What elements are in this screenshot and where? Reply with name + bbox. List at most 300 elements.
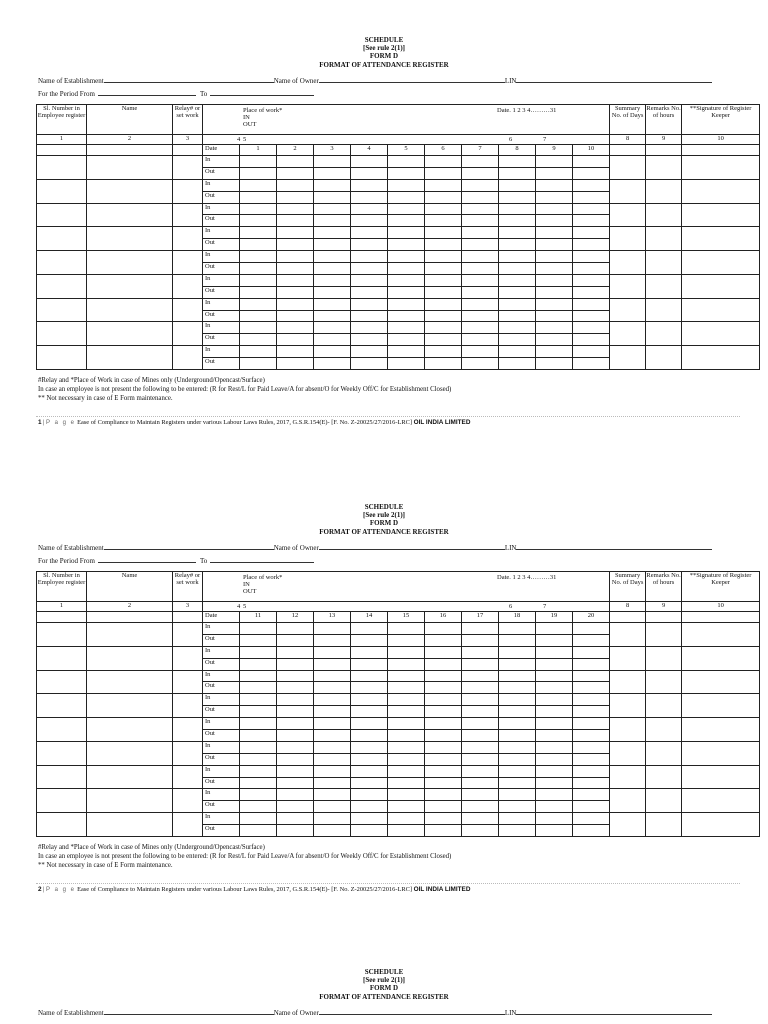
remarks-cell[interactable] <box>646 274 682 298</box>
attendance-cell[interactable] <box>462 741 499 753</box>
remarks-cell[interactable] <box>646 694 682 718</box>
attendance-cell[interactable] <box>499 634 536 646</box>
attendance-cell[interactable] <box>573 801 610 813</box>
attendance-cell[interactable] <box>277 346 314 358</box>
attendance-cell[interactable] <box>425 179 462 191</box>
attendance-cell[interactable] <box>499 251 536 263</box>
attendance-cell[interactable] <box>499 322 536 334</box>
attendance-cell[interactable] <box>536 322 573 334</box>
attendance-cell[interactable] <box>462 334 499 346</box>
summary-cell[interactable] <box>610 813 646 837</box>
attendance-cell[interactable] <box>351 358 388 370</box>
remarks-cell[interactable] <box>646 179 682 203</box>
attendance-cell[interactable] <box>277 167 314 179</box>
signature-cell[interactable] <box>682 813 760 837</box>
attendance-cell[interactable] <box>240 801 277 813</box>
name-cell[interactable] <box>87 670 173 694</box>
attendance-cell[interactable] <box>240 179 277 191</box>
attendance-cell[interactable] <box>240 646 277 658</box>
summary-cell[interactable] <box>610 251 646 275</box>
attendance-cell[interactable] <box>314 346 351 358</box>
attendance-cell[interactable] <box>536 298 573 310</box>
attendance-cell[interactable] <box>462 765 499 777</box>
summary-cell[interactable] <box>610 718 646 742</box>
attendance-cell[interactable] <box>388 239 425 251</box>
attendance-cell[interactable] <box>499 358 536 370</box>
attendance-cell[interactable] <box>536 682 573 694</box>
attendance-cell[interactable] <box>351 765 388 777</box>
attendance-cell[interactable] <box>499 167 536 179</box>
attendance-cell[interactable] <box>351 298 388 310</box>
attendance-cell[interactable] <box>388 753 425 765</box>
sl-cell[interactable] <box>37 718 87 742</box>
attendance-cell[interactable] <box>499 694 536 706</box>
attendance-cell[interactable] <box>536 179 573 191</box>
summary-cell[interactable] <box>610 694 646 718</box>
name-cell[interactable] <box>87 718 173 742</box>
attendance-cell[interactable] <box>240 191 277 203</box>
attendance-cell[interactable] <box>277 251 314 263</box>
attendance-cell[interactable] <box>277 741 314 753</box>
attendance-cell[interactable] <box>499 215 536 227</box>
attendance-cell[interactable] <box>573 813 610 825</box>
period-from-field[interactable] <box>98 556 196 563</box>
remarks-cell[interactable] <box>646 741 682 765</box>
attendance-cell[interactable] <box>277 334 314 346</box>
attendance-cell[interactable] <box>536 813 573 825</box>
relay-cell[interactable] <box>173 322 203 346</box>
attendance-cell[interactable] <box>573 203 610 215</box>
attendance-cell[interactable] <box>388 706 425 718</box>
attendance-cell[interactable] <box>351 310 388 322</box>
attendance-cell[interactable] <box>314 310 351 322</box>
attendance-cell[interactable] <box>462 310 499 322</box>
attendance-cell[interactable] <box>388 634 425 646</box>
sl-cell[interactable] <box>37 813 87 837</box>
establishment-field[interactable] <box>104 543 274 550</box>
attendance-cell[interactable] <box>388 310 425 322</box>
attendance-cell[interactable] <box>573 334 610 346</box>
attendance-cell[interactable] <box>425 263 462 275</box>
attendance-cell[interactable] <box>573 167 610 179</box>
attendance-cell[interactable] <box>573 215 610 227</box>
attendance-cell[interactable] <box>536 634 573 646</box>
attendance-cell[interactable] <box>351 718 388 730</box>
attendance-cell[interactable] <box>425 718 462 730</box>
attendance-cell[interactable] <box>499 156 536 168</box>
attendance-cell[interactable] <box>314 658 351 670</box>
attendance-cell[interactable] <box>388 682 425 694</box>
attendance-cell[interactable] <box>314 634 351 646</box>
attendance-cell[interactable] <box>573 670 610 682</box>
attendance-cell[interactable] <box>351 203 388 215</box>
attendance-cell[interactable] <box>351 251 388 263</box>
attendance-cell[interactable] <box>462 682 499 694</box>
attendance-cell[interactable] <box>240 682 277 694</box>
attendance-cell[interactable] <box>388 813 425 825</box>
attendance-cell[interactable] <box>240 741 277 753</box>
attendance-cell[interactable] <box>462 694 499 706</box>
attendance-cell[interactable] <box>314 718 351 730</box>
remarks-cell[interactable] <box>646 789 682 813</box>
summary-cell[interactable] <box>610 156 646 180</box>
attendance-cell[interactable] <box>314 706 351 718</box>
attendance-cell[interactable] <box>573 825 610 837</box>
attendance-cell[interactable] <box>425 298 462 310</box>
attendance-cell[interactable] <box>425 753 462 765</box>
attendance-cell[interactable] <box>314 765 351 777</box>
establishment-field[interactable] <box>104 76 274 83</box>
attendance-cell[interactable] <box>351 789 388 801</box>
attendance-cell[interactable] <box>573 730 610 742</box>
attendance-cell[interactable] <box>499 227 536 239</box>
summary-cell[interactable] <box>610 203 646 227</box>
sl-cell[interactable] <box>37 251 87 275</box>
summary-cell[interactable] <box>610 274 646 298</box>
attendance-cell[interactable] <box>388 741 425 753</box>
attendance-cell[interactable] <box>351 730 388 742</box>
sl-cell[interactable] <box>37 179 87 203</box>
attendance-cell[interactable] <box>240 623 277 635</box>
sl-cell[interactable] <box>37 789 87 813</box>
attendance-cell[interactable] <box>277 239 314 251</box>
name-cell[interactable] <box>87 623 173 647</box>
summary-cell[interactable] <box>610 179 646 203</box>
attendance-cell[interactable] <box>536 753 573 765</box>
remarks-cell[interactable] <box>646 346 682 370</box>
attendance-cell[interactable] <box>277 634 314 646</box>
attendance-cell[interactable] <box>462 298 499 310</box>
signature-cell[interactable] <box>682 718 760 742</box>
attendance-cell[interactable] <box>277 286 314 298</box>
attendance-cell[interactable] <box>499 813 536 825</box>
attendance-cell[interactable] <box>240 334 277 346</box>
attendance-cell[interactable] <box>351 227 388 239</box>
attendance-cell[interactable] <box>314 670 351 682</box>
name-cell[interactable] <box>87 813 173 837</box>
attendance-cell[interactable] <box>277 179 314 191</box>
attendance-cell[interactable] <box>277 789 314 801</box>
name-cell[interactable] <box>87 298 173 322</box>
attendance-cell[interactable] <box>351 286 388 298</box>
attendance-cell[interactable] <box>573 274 610 286</box>
relay-cell[interactable] <box>173 718 203 742</box>
attendance-cell[interactable] <box>388 825 425 837</box>
attendance-cell[interactable] <box>462 646 499 658</box>
attendance-cell[interactable] <box>573 191 610 203</box>
attendance-cell[interactable] <box>462 346 499 358</box>
attendance-cell[interactable] <box>351 741 388 753</box>
attendance-cell[interactable] <box>536 239 573 251</box>
attendance-cell[interactable] <box>462 286 499 298</box>
attendance-cell[interactable] <box>277 777 314 789</box>
attendance-cell[interactable] <box>388 658 425 670</box>
attendance-cell[interactable] <box>462 658 499 670</box>
attendance-cell[interactable] <box>240 718 277 730</box>
name-cell[interactable] <box>87 646 173 670</box>
lin-field[interactable] <box>516 543 712 550</box>
attendance-cell[interactable] <box>462 670 499 682</box>
attendance-cell[interactable] <box>462 634 499 646</box>
relay-cell[interactable] <box>173 346 203 370</box>
attendance-cell[interactable] <box>314 730 351 742</box>
attendance-cell[interactable] <box>425 646 462 658</box>
sl-cell[interactable] <box>37 670 87 694</box>
period-from-field[interactable] <box>98 89 196 96</box>
attendance-cell[interactable] <box>277 706 314 718</box>
attendance-cell[interactable] <box>314 753 351 765</box>
name-cell[interactable] <box>87 203 173 227</box>
attendance-cell[interactable] <box>388 730 425 742</box>
attendance-cell[interactable] <box>277 646 314 658</box>
attendance-cell[interactable] <box>573 753 610 765</box>
attendance-cell[interactable] <box>573 298 610 310</box>
attendance-cell[interactable] <box>388 346 425 358</box>
relay-cell[interactable] <box>173 203 203 227</box>
signature-cell[interactable] <box>682 274 760 298</box>
name-cell[interactable] <box>87 274 173 298</box>
attendance-cell[interactable] <box>314 227 351 239</box>
attendance-cell[interactable] <box>425 706 462 718</box>
remarks-cell[interactable] <box>646 813 682 837</box>
attendance-cell[interactable] <box>351 670 388 682</box>
attendance-cell[interactable] <box>462 191 499 203</box>
attendance-cell[interactable] <box>462 263 499 275</box>
attendance-cell[interactable] <box>462 813 499 825</box>
attendance-cell[interactable] <box>536 167 573 179</box>
signature-cell[interactable] <box>682 646 760 670</box>
attendance-cell[interactable] <box>462 753 499 765</box>
attendance-cell[interactable] <box>388 274 425 286</box>
attendance-cell[interactable] <box>462 358 499 370</box>
attendance-cell[interactable] <box>277 730 314 742</box>
attendance-cell[interactable] <box>425 167 462 179</box>
attendance-cell[interactable] <box>573 346 610 358</box>
attendance-cell[interactable] <box>277 203 314 215</box>
attendance-cell[interactable] <box>573 682 610 694</box>
remarks-cell[interactable] <box>646 227 682 251</box>
remarks-cell[interactable] <box>646 765 682 789</box>
attendance-cell[interactable] <box>499 298 536 310</box>
attendance-cell[interactable] <box>277 322 314 334</box>
attendance-cell[interactable] <box>388 227 425 239</box>
attendance-cell[interactable] <box>573 646 610 658</box>
attendance-cell[interactable] <box>425 334 462 346</box>
relay-cell[interactable] <box>173 765 203 789</box>
attendance-cell[interactable] <box>462 215 499 227</box>
attendance-cell[interactable] <box>388 322 425 334</box>
attendance-cell[interactable] <box>536 274 573 286</box>
sl-cell[interactable] <box>37 741 87 765</box>
signature-cell[interactable] <box>682 346 760 370</box>
name-cell[interactable] <box>87 179 173 203</box>
attendance-cell[interactable] <box>499 263 536 275</box>
attendance-cell[interactable] <box>314 789 351 801</box>
attendance-cell[interactable] <box>499 346 536 358</box>
attendance-cell[interactable] <box>425 682 462 694</box>
attendance-cell[interactable] <box>536 251 573 263</box>
signature-cell[interactable] <box>682 298 760 322</box>
attendance-cell[interactable] <box>462 730 499 742</box>
name-cell[interactable] <box>87 694 173 718</box>
attendance-cell[interactable] <box>388 670 425 682</box>
attendance-cell[interactable] <box>573 239 610 251</box>
attendance-cell[interactable] <box>462 825 499 837</box>
attendance-cell[interactable] <box>314 156 351 168</box>
attendance-cell[interactable] <box>277 753 314 765</box>
attendance-cell[interactable] <box>240 789 277 801</box>
attendance-cell[interactable] <box>573 322 610 334</box>
attendance-cell[interactable] <box>240 346 277 358</box>
attendance-cell[interactable] <box>499 658 536 670</box>
summary-cell[interactable] <box>610 298 646 322</box>
attendance-cell[interactable] <box>240 227 277 239</box>
remarks-cell[interactable] <box>646 670 682 694</box>
attendance-cell[interactable] <box>425 310 462 322</box>
signature-cell[interactable] <box>682 789 760 813</box>
attendance-cell[interactable] <box>351 263 388 275</box>
attendance-cell[interactable] <box>388 191 425 203</box>
attendance-cell[interactable] <box>351 179 388 191</box>
attendance-cell[interactable] <box>240 777 277 789</box>
attendance-cell[interactable] <box>388 801 425 813</box>
attendance-cell[interactable] <box>277 156 314 168</box>
attendance-cell[interactable] <box>573 694 610 706</box>
attendance-cell[interactable] <box>499 718 536 730</box>
signature-cell[interactable] <box>682 670 760 694</box>
attendance-cell[interactable] <box>240 251 277 263</box>
sl-cell[interactable] <box>37 227 87 251</box>
attendance-cell[interactable] <box>499 765 536 777</box>
attendance-cell[interactable] <box>314 263 351 275</box>
attendance-cell[interactable] <box>499 179 536 191</box>
attendance-cell[interactable] <box>314 239 351 251</box>
attendance-cell[interactable] <box>573 765 610 777</box>
relay-cell[interactable] <box>173 274 203 298</box>
owner-field[interactable] <box>319 543 505 550</box>
signature-cell[interactable] <box>682 694 760 718</box>
attendance-cell[interactable] <box>536 741 573 753</box>
attendance-cell[interactable] <box>425 670 462 682</box>
attendance-cell[interactable] <box>388 334 425 346</box>
signature-cell[interactable] <box>682 156 760 180</box>
attendance-cell[interactable] <box>314 322 351 334</box>
attendance-cell[interactable] <box>573 789 610 801</box>
attendance-cell[interactable] <box>314 274 351 286</box>
attendance-cell[interactable] <box>351 239 388 251</box>
name-cell[interactable] <box>87 741 173 765</box>
name-cell[interactable] <box>87 156 173 180</box>
attendance-cell[interactable] <box>314 286 351 298</box>
attendance-cell[interactable] <box>573 634 610 646</box>
attendance-cell[interactable] <box>499 682 536 694</box>
summary-cell[interactable] <box>610 741 646 765</box>
attendance-cell[interactable] <box>499 670 536 682</box>
attendance-cell[interactable] <box>462 777 499 789</box>
attendance-cell[interactable] <box>388 646 425 658</box>
attendance-cell[interactable] <box>425 358 462 370</box>
attendance-cell[interactable] <box>462 239 499 251</box>
attendance-cell[interactable] <box>388 167 425 179</box>
attendance-cell[interactable] <box>573 179 610 191</box>
relay-cell[interactable] <box>173 813 203 837</box>
attendance-cell[interactable] <box>462 203 499 215</box>
summary-cell[interactable] <box>610 227 646 251</box>
attendance-cell[interactable] <box>573 227 610 239</box>
attendance-cell[interactable] <box>314 646 351 658</box>
attendance-cell[interactable] <box>240 658 277 670</box>
attendance-cell[interactable] <box>425 789 462 801</box>
attendance-cell[interactable] <box>573 251 610 263</box>
attendance-cell[interactable] <box>314 191 351 203</box>
sl-cell[interactable] <box>37 298 87 322</box>
attendance-cell[interactable] <box>425 156 462 168</box>
relay-cell[interactable] <box>173 179 203 203</box>
attendance-cell[interactable] <box>351 646 388 658</box>
sl-cell[interactable] <box>37 203 87 227</box>
attendance-cell[interactable] <box>277 813 314 825</box>
remarks-cell[interactable] <box>646 322 682 346</box>
attendance-cell[interactable] <box>240 215 277 227</box>
attendance-cell[interactable] <box>351 191 388 203</box>
attendance-cell[interactable] <box>536 623 573 635</box>
attendance-cell[interactable] <box>462 167 499 179</box>
attendance-cell[interactable] <box>499 274 536 286</box>
attendance-cell[interactable] <box>536 227 573 239</box>
attendance-cell[interactable] <box>314 251 351 263</box>
attendance-cell[interactable] <box>314 682 351 694</box>
remarks-cell[interactable] <box>646 203 682 227</box>
owner-field[interactable] <box>319 76 505 83</box>
attendance-cell[interactable] <box>536 358 573 370</box>
attendance-cell[interactable] <box>499 801 536 813</box>
attendance-cell[interactable] <box>425 825 462 837</box>
attendance-cell[interactable] <box>240 203 277 215</box>
attendance-cell[interactable] <box>277 670 314 682</box>
attendance-cell[interactable] <box>425 322 462 334</box>
attendance-cell[interactable] <box>314 813 351 825</box>
relay-cell[interactable] <box>173 227 203 251</box>
attendance-cell[interactable] <box>462 706 499 718</box>
attendance-cell[interactable] <box>240 765 277 777</box>
attendance-cell[interactable] <box>425 658 462 670</box>
attendance-cell[interactable] <box>425 286 462 298</box>
attendance-cell[interactable] <box>277 274 314 286</box>
attendance-cell[interactable] <box>573 310 610 322</box>
attendance-cell[interactable] <box>573 777 610 789</box>
attendance-cell[interactable] <box>425 274 462 286</box>
attendance-cell[interactable] <box>536 694 573 706</box>
attendance-cell[interactable] <box>536 801 573 813</box>
sl-cell[interactable] <box>37 156 87 180</box>
attendance-cell[interactable] <box>573 358 610 370</box>
attendance-cell[interactable] <box>388 765 425 777</box>
attendance-cell[interactable] <box>388 789 425 801</box>
attendance-cell[interactable] <box>573 718 610 730</box>
establishment-field[interactable] <box>104 1008 274 1015</box>
attendance-cell[interactable] <box>277 191 314 203</box>
attendance-cell[interactable] <box>277 658 314 670</box>
attendance-cell[interactable] <box>536 263 573 275</box>
remarks-cell[interactable] <box>646 718 682 742</box>
attendance-cell[interactable] <box>573 658 610 670</box>
attendance-cell[interactable] <box>536 156 573 168</box>
attendance-cell[interactable] <box>462 623 499 635</box>
attendance-cell[interactable] <box>462 322 499 334</box>
attendance-cell[interactable] <box>388 251 425 263</box>
attendance-cell[interactable] <box>536 730 573 742</box>
attendance-cell[interactable] <box>351 753 388 765</box>
